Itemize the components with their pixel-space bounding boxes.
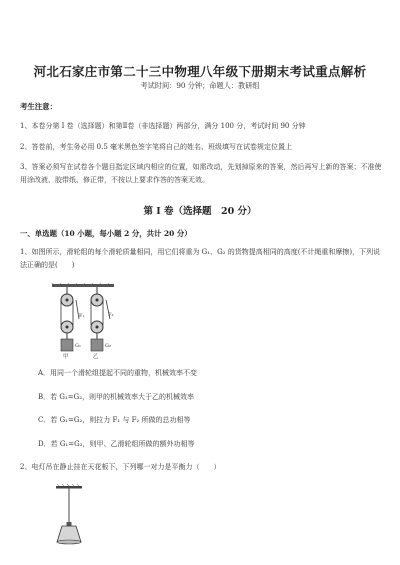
notice-heading: 考生注意： — [20, 102, 57, 111]
left-name-label: 甲 — [63, 354, 69, 359]
question-1-option-a: A．用同一个滑轮组提起不同的重物，机械效率不变 — [38, 369, 198, 377]
question-1-stem: 1、如图所示，滑轮组的每个滑轮质量相同，用它们将重为 G₁、G₂ 的货物提高相同的高度(不计绳重和摩擦)，下列说法正确的是( ) — [20, 248, 381, 269]
exam-info: 考试时间：90 分钟；命题人：教研组 — [140, 81, 260, 90]
hanging-lamp-figure — [52, 484, 86, 548]
right-name-label: 乙 — [93, 354, 99, 359]
part-one-title: 第 I 卷（选择题 20 分） — [143, 206, 257, 217]
question-1-option-b: B．若 G₁=G₂，则甲的机械效率大于乙的机械效率 — [38, 393, 195, 401]
section-heading: 一、单选题（10 小题，每小题 2 分，共计 20 分） — [20, 229, 192, 238]
notice-item-1: 1、本卷分第 I 卷（选择题）和第Ⅱ卷（非选择题）两部分，满分 100 分，考试时间 90 分钟 — [20, 122, 306, 130]
pulley-figure — [50, 283, 116, 359]
page-title: 河北石家庄市第二十三中物理八年级下册期末考试重点解析 — [33, 64, 367, 79]
question-2-stem: 2、电灯吊在静止挂在天花板下，下列哪一对力是平衡力（ ） — [20, 463, 221, 471]
left-weight-label: G₁ — [75, 343, 81, 349]
right-force-label: F₂ — [108, 312, 114, 318]
notice-item-3: 3、答案必须写在试卷各个题目指定区域内相应的位置，如需改动，先划掉原来的答案，然后再写上新的答案；不准使用涂改液、胶带纸、修正带，不按以上要求作答的答案无效。 — [20, 163, 382, 184]
notice-item-2: 2、答卷前，考生务必用 0.5 毫米黑色签字笔将自己的姓名、班级填写在试卷规定位置上 — [20, 143, 293, 151]
question-1-option-d: D．若 G₁=G₂，则甲、乙滑轮组所做的额外功相等 — [38, 440, 195, 448]
question-1-option-c: C．若 G₁=G₂，则拉力 F₁ 与 F₂ 所做的总功相等 — [38, 416, 191, 424]
left-force-label: F₁ — [79, 313, 85, 319]
right-weight-label: G₂ — [105, 343, 111, 349]
